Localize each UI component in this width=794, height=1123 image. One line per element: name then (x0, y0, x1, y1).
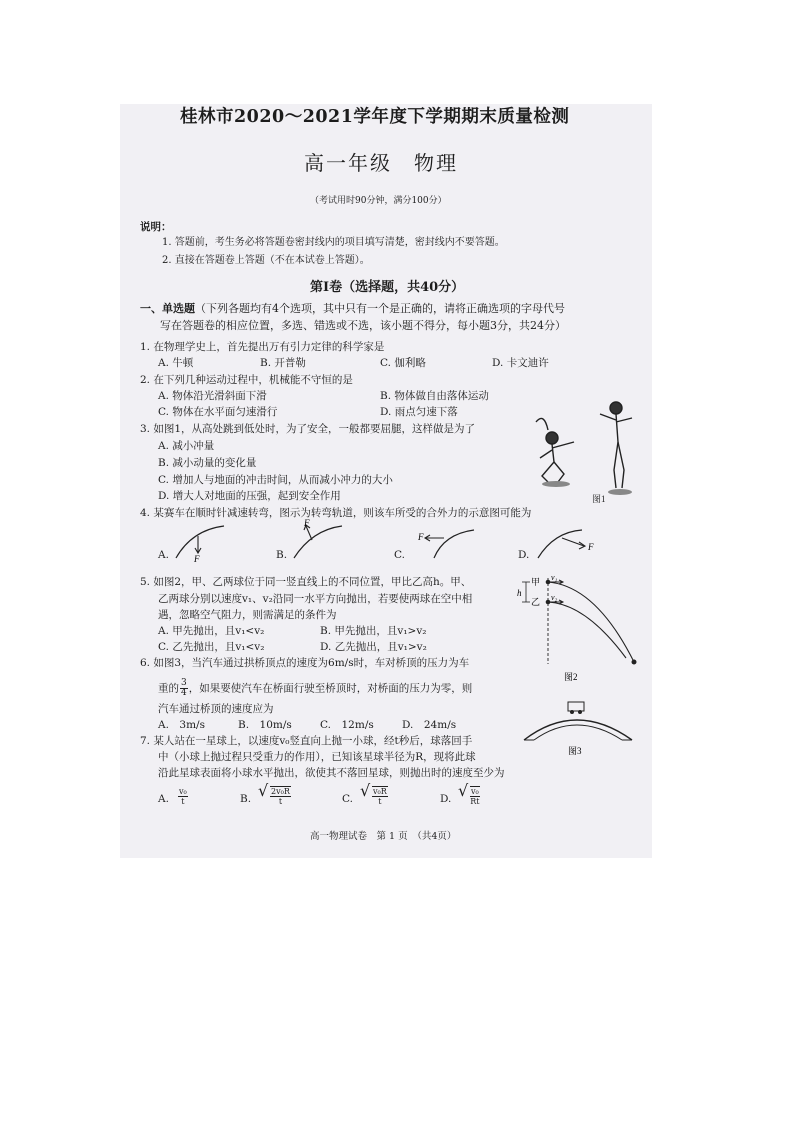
question-1-option-c: C. 伽利略 (380, 357, 426, 369)
question-7-stem-line3: 沿此星球表面将小球水平抛出，欲使其不落回星球，则抛出时的速度至少为 (158, 767, 505, 779)
instructions-heading: 说明： (140, 221, 172, 233)
force-label: F (418, 532, 424, 542)
q7-expr-d-den: Rt (470, 797, 480, 806)
instruction-item: 1. 答题前，考生务必将答题卷密封线内的项目填写清楚，密封线内不要答题。 (162, 237, 505, 248)
sqrt-icon: √ (458, 781, 469, 800)
exam-title: 桂林市2020～2021学年度下学期期末质量检测 (180, 107, 570, 127)
question-1-option-b: B. 开普勒 (260, 357, 306, 369)
question-6-stem-line3: 汽车通过桥顶的速度应为 (158, 703, 274, 715)
question-2-option-a: A. 物体沿光滑斜面下滑 (158, 390, 267, 402)
question-4-stem: 4. 某赛车在顺时针减速转弯，图示为转弯轨道，则该车所受的合外力的示意图可能为 (140, 507, 532, 519)
q7-expr-c-num: v₀R (373, 787, 387, 796)
q6-text-b: ，如果要使汽车在桥面行驶至桥顶时，对桥面的压力为零，则 (188, 682, 473, 695)
force-label: F (588, 542, 594, 552)
part-desc-line1: （下列各题均有4个选项，其中只有一个是正确的，请将正确选项的字母代号 (195, 302, 565, 315)
question-5-stem-line3: 遇，忽略空气阻力，则需满足的条件为 (158, 609, 337, 621)
question-3-option-c: C. 增加人与地面的冲击时间，从而减小冲力的大小 (158, 474, 393, 486)
figure-1-illustration (534, 392, 644, 504)
q4-diagram-d (534, 524, 602, 562)
question-4-option-b: B. (276, 549, 288, 561)
q4-diagram-c (414, 524, 478, 562)
figure-3-illustration (520, 700, 638, 756)
question-5-option-b: B. 甲先抛出，且v₁>v₂ (320, 625, 427, 637)
question-7-stem-line2: 中（小球上抛过程只受重力的作用），已知该星球半径为R，现将此球 (158, 751, 476, 763)
question-3-option-d: D. 增大人对地面的压强，起到安全作用 (158, 490, 341, 502)
q7-expr-b-num: 2v₀R (271, 787, 290, 796)
figure-2-label: 图2 (564, 672, 578, 682)
q7-expr-d (470, 786, 480, 806)
question-6-option-c: C. 12m/s (320, 719, 374, 731)
question-7-option-a: A. (158, 793, 169, 805)
question-3-stem: 3. 如图1，从高处跳到低处时，为了安全，一般都要屈腿，这样做是为了 (140, 423, 476, 435)
question-4-option-c: C. (394, 549, 405, 561)
question-6-option-b: B. 10m/s (238, 719, 292, 731)
part-desc-line2: 写在答题卷的相应位置，多选、错选或不选，该小题不得分，每小题3分，共24分） (160, 319, 566, 332)
question-6-stem-line1: 6. 如图3，当汽车通过拱桥顶点的速度为6m/s时，车对桥顶的压力为车 (140, 657, 470, 669)
instruction-item: 2. 直接在答题卷上答题（不在本试卷上答题）。 (162, 255, 370, 266)
q7-expr-c-den: t (378, 797, 382, 806)
fig2-v2-label: v₂ (551, 593, 558, 602)
question-6-stem-line2 (158, 679, 472, 698)
question-4-option-a: A. (158, 549, 169, 561)
question-3-option-a: A. 减小冲量 (158, 440, 215, 452)
exam-page (120, 104, 652, 858)
q6-fraction-numerator: 3 (181, 678, 187, 688)
question-5-option-d: D. 乙先抛出，且v₁>v₂ (320, 641, 427, 653)
question-7-option-d: D. (440, 793, 452, 805)
question-5-option-c: C. 乙先抛出，且v₁<v₂ (158, 641, 265, 653)
question-7-option-b: B. (240, 793, 252, 805)
figure-1-label: 图1 (592, 494, 606, 504)
q4-diagram-b (290, 518, 346, 562)
q7-expr-b (270, 786, 291, 806)
sqrt-icon: √ (258, 781, 269, 800)
section-title: 第Ⅰ卷（选择题，共40分） (310, 280, 465, 295)
question-1-option-a: A. 牛顿 (158, 357, 194, 369)
question-2-option-d: D. 雨点匀速下落 (380, 406, 458, 418)
figure-2-illustration (516, 574, 644, 686)
question-2-stem: 2. 在下列几种运动过程中，机械能不守恒的是 (140, 374, 353, 386)
question-3-option-b: B. 减小动量的变化量 (158, 457, 257, 469)
question-2-option-c: C. 物体在水平面匀速滑行 (158, 406, 278, 418)
q7-expr-c (372, 786, 388, 806)
question-1-option-d: D. 卡文迪许 (492, 357, 549, 369)
force-label: F (194, 554, 200, 562)
q7-expr-a-num: v₀ (179, 787, 187, 796)
q7-expr-d-num: v₀ (471, 787, 479, 796)
question-7-option-c: C. (342, 793, 353, 805)
page-footer: 高一物理试卷 第 1 页 （共4页） (310, 831, 457, 842)
fig2-yi-label: 乙 (531, 597, 541, 607)
q6-text-a: 重的 (158, 682, 179, 695)
question-6-option-a: A. 3m/s (158, 719, 205, 731)
question-1-stem: 1. 在物理学史上，首先提出万有引力定律的科学家是 (140, 341, 385, 353)
part-description (140, 302, 565, 316)
q7-expr-a (178, 787, 188, 806)
question-6-option-d: D. 24m/s (402, 719, 457, 731)
q7-expr-b-den: t (278, 797, 283, 806)
exam-time-note: （考试用时90分钟，满分100分） (310, 196, 447, 206)
question-7-stem-line1: 7. 某人站在一星球上，以速度v₀竖直向上抛一小球，经t秒后，球落回手 (140, 735, 473, 747)
question-5-option-a: A. 甲先抛出，且v₁<v₂ (158, 625, 265, 637)
question-5-stem-line2: 乙两球分别以速度v₁、v₂沿同一水平方向抛出，若要使两球在空中相 (158, 593, 473, 605)
q6-fraction-denominator: 4 (181, 688, 187, 698)
fig2-h-label: h (517, 588, 522, 598)
part-heading: 一、单选题 (140, 302, 195, 315)
question-2-option-b: B. 物体做自由落体运动 (380, 390, 489, 402)
force-label: F (304, 518, 310, 528)
fig2-jia-label: 甲 (531, 577, 541, 587)
question-4-option-d: D. (518, 549, 530, 561)
fig2-v1-label: v₁ (551, 574, 558, 582)
q4-diagram-a (172, 522, 228, 562)
q7-expr-a-den: t (181, 797, 185, 806)
q6-fraction (180, 679, 188, 698)
exam-subtitle: 高一年级 物理 (304, 151, 458, 175)
question-5-stem-line1: 5. 如图2，甲、乙两球位于同一竖直线上的不同位置，甲比乙高h。甲、 (140, 576, 472, 588)
figure-3-label: 图3 (568, 746, 582, 756)
sqrt-icon: √ (360, 781, 371, 800)
